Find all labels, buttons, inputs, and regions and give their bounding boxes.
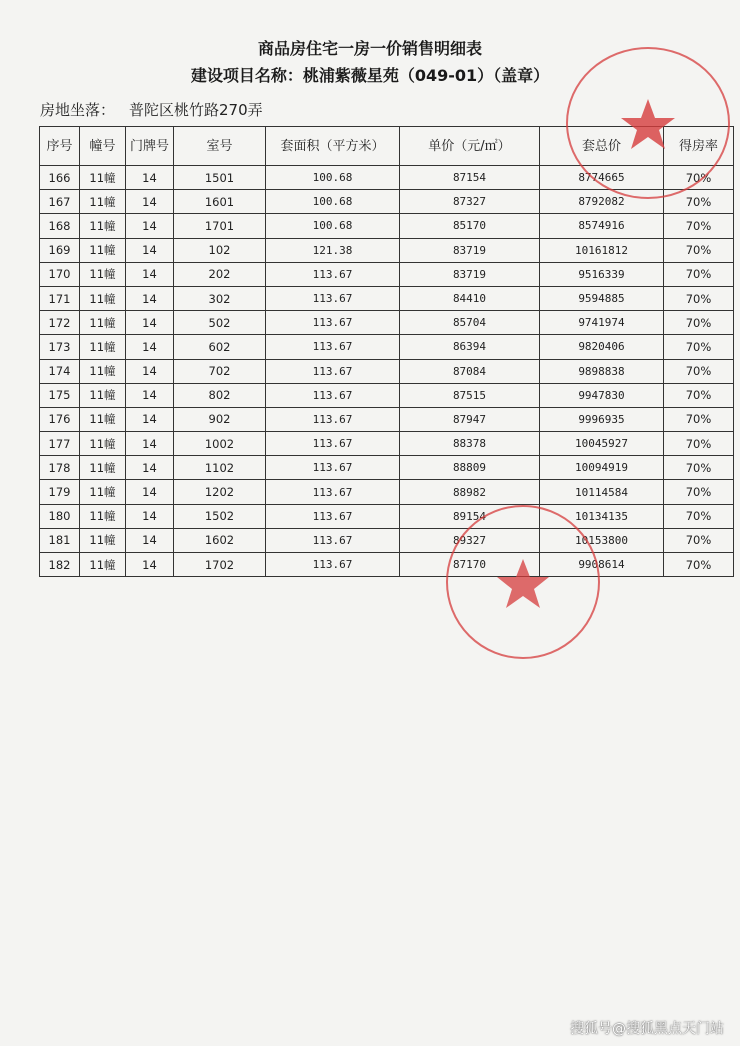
cell-area: 113.67 (266, 311, 400, 335)
cell-building: 11幢 (80, 262, 126, 286)
cell-unit-price: 86394 (400, 335, 540, 359)
cell-efficiency: 70% (664, 214, 734, 238)
cell-building: 11幢 (80, 238, 126, 262)
cell-building: 11幢 (80, 528, 126, 552)
cell-seq: 178 (40, 456, 80, 480)
cell-door: 14 (126, 238, 174, 262)
cell-efficiency: 70% (664, 166, 734, 190)
cell-area: 100.68 (266, 190, 400, 214)
cell-room: 302 (174, 286, 266, 310)
cell-total-price: 10153800 (540, 528, 664, 552)
watermark: 搜狐号@搜狐黑点天门站 (570, 1021, 724, 1037)
table-row (40, 480, 734, 504)
cell-seq: 167 (40, 190, 80, 214)
address-value: 普陀区桃竹路270弄 (129, 101, 263, 119)
cell-room: 802 (174, 383, 266, 407)
cell-building: 11幢 (80, 335, 126, 359)
cell-unit-price: 88982 (400, 480, 540, 504)
cell-room: 1002 (174, 432, 266, 456)
cell-efficiency: 70% (664, 311, 734, 335)
table-row (40, 238, 734, 262)
cell-door: 14 (126, 190, 174, 214)
cell-total-price: 9516339 (540, 262, 664, 286)
table-row (40, 383, 734, 407)
cell-seq: 182 (40, 553, 80, 577)
header-total-price: 套总价 (540, 127, 664, 166)
cell-seq: 179 (40, 480, 80, 504)
cell-area: 113.67 (266, 383, 400, 407)
cell-room: 1601 (174, 190, 266, 214)
cell-door: 14 (126, 407, 174, 431)
seal-star-icon (448, 507, 598, 657)
cell-total-price: 10045927 (540, 432, 664, 456)
cell-total-price: 9908614 (540, 553, 664, 577)
cell-seq: 172 (40, 311, 80, 335)
cell-unit-price: 87154 (400, 166, 540, 190)
cell-efficiency: 70% (664, 359, 734, 383)
table-row (40, 456, 734, 480)
cell-room: 1102 (174, 456, 266, 480)
cell-area: 100.68 (266, 166, 400, 190)
cell-seq: 171 (40, 286, 80, 310)
cell-room: 1501 (174, 166, 266, 190)
cell-building: 11幢 (80, 383, 126, 407)
cell-seq: 180 (40, 504, 80, 528)
cell-unit-price: 85704 (400, 311, 540, 335)
cell-building: 11幢 (80, 166, 126, 190)
table-row (40, 528, 734, 552)
cell-unit-price: 87947 (400, 407, 540, 431)
table-row (40, 311, 734, 335)
cell-seq: 166 (40, 166, 80, 190)
cell-total-price: 10114584 (540, 480, 664, 504)
cell-unit-price: 87170 (400, 553, 540, 577)
cell-area: 113.67 (266, 504, 400, 528)
cell-room: 1602 (174, 528, 266, 552)
table-row (40, 359, 734, 383)
cell-building: 11幢 (80, 456, 126, 480)
cell-seq: 177 (40, 432, 80, 456)
cell-building: 11幢 (80, 407, 126, 431)
cell-seq: 174 (40, 359, 80, 383)
cell-door: 14 (126, 432, 174, 456)
cell-efficiency: 70% (664, 383, 734, 407)
cell-seq: 176 (40, 407, 80, 431)
cell-area: 113.67 (266, 286, 400, 310)
cell-area: 113.67 (266, 456, 400, 480)
cell-total-price: 9820406 (540, 335, 664, 359)
cell-area: 113.67 (266, 359, 400, 383)
cell-room: 902 (174, 407, 266, 431)
government-seal (566, 47, 730, 199)
cell-area: 113.67 (266, 553, 400, 577)
property-address (40, 99, 263, 120)
cell-door: 14 (126, 456, 174, 480)
cell-area: 113.67 (266, 335, 400, 359)
cell-total-price: 10161812 (540, 238, 664, 262)
cell-room: 1701 (174, 214, 266, 238)
cell-room: 1202 (174, 480, 266, 504)
project-name: 建设项目名称：桃浦紫薇星苑（049-01）（盖章） (190, 66, 550, 85)
cell-seq: 181 (40, 528, 80, 552)
cell-efficiency: 70% (664, 456, 734, 480)
cell-seq: 168 (40, 214, 80, 238)
cell-unit-price: 89154 (400, 504, 540, 528)
cell-door: 14 (126, 286, 174, 310)
table-row (40, 214, 734, 238)
cell-efficiency: 70% (664, 190, 734, 214)
cell-total-price: 10134135 (540, 504, 664, 528)
cell-door: 14 (126, 504, 174, 528)
table-row (40, 407, 734, 431)
cell-unit-price: 83719 (400, 262, 540, 286)
cell-unit-price: 89327 (400, 528, 540, 552)
cell-room: 1702 (174, 553, 266, 577)
cell-door: 14 (126, 480, 174, 504)
cell-unit-price: 83719 (400, 238, 540, 262)
cell-area: 113.67 (266, 528, 400, 552)
cell-room: 102 (174, 238, 266, 262)
cell-unit-price: 88809 (400, 456, 540, 480)
cell-door: 14 (126, 553, 174, 577)
cell-seq: 169 (40, 238, 80, 262)
cell-door: 14 (126, 359, 174, 383)
cell-unit-price: 88378 (400, 432, 540, 456)
cell-total-price: 10094919 (540, 456, 664, 480)
cell-door: 14 (126, 214, 174, 238)
header-door: 门牌号 (126, 127, 174, 166)
cell-room: 602 (174, 335, 266, 359)
cell-unit-price: 84410 (400, 286, 540, 310)
header-area: 套面积（平方米） (266, 127, 400, 166)
cell-efficiency: 70% (664, 335, 734, 359)
cell-door: 14 (126, 383, 174, 407)
cell-building: 11幢 (80, 311, 126, 335)
cell-total-price: 9594885 (540, 286, 664, 310)
table-row (40, 335, 734, 359)
table-body (40, 166, 734, 577)
cell-efficiency: 70% (664, 480, 734, 504)
address-label: 房地坐落： (40, 101, 116, 119)
cell-building: 11幢 (80, 190, 126, 214)
cell-building: 11幢 (80, 359, 126, 383)
cell-total-price: 9996935 (540, 407, 664, 431)
cell-room: 1502 (174, 504, 266, 528)
table-row (40, 504, 734, 528)
cell-unit-price: 87515 (400, 383, 540, 407)
cell-building: 11幢 (80, 504, 126, 528)
cell-building: 11幢 (80, 432, 126, 456)
cell-area: 113.67 (266, 407, 400, 431)
cell-seq: 175 (40, 383, 80, 407)
cell-unit-price: 87327 (400, 190, 540, 214)
cell-unit-price: 85170 (400, 214, 540, 238)
header-unit-price: 单价（元/㎡） (400, 127, 540, 166)
cell-door: 14 (126, 528, 174, 552)
cell-efficiency: 70% (664, 528, 734, 552)
cell-door: 14 (126, 166, 174, 190)
table-row (40, 286, 734, 310)
cell-room: 502 (174, 311, 266, 335)
cell-unit-price: 87084 (400, 359, 540, 383)
cell-total-price: 9947830 (540, 383, 664, 407)
cell-building: 11幢 (80, 286, 126, 310)
table-row (40, 262, 734, 286)
header-seq: 序号 (40, 127, 80, 166)
table-row (40, 553, 734, 577)
cell-total-price: 9898838 (540, 359, 664, 383)
cell-area: 100.68 (266, 214, 400, 238)
cell-total-price: 8774665 (540, 166, 664, 190)
cell-area: 113.67 (266, 480, 400, 504)
header-building: 幢号 (80, 127, 126, 166)
cell-door: 14 (126, 262, 174, 286)
seal-star-icon (568, 49, 728, 197)
cell-efficiency: 70% (664, 238, 734, 262)
cell-area: 113.67 (266, 262, 400, 286)
cell-area: 121.38 (266, 238, 400, 262)
cell-efficiency: 70% (664, 286, 734, 310)
document-title: 商品房住宅一房一价销售明细表 (257, 39, 482, 58)
cell-efficiency: 70% (664, 407, 734, 431)
cell-building: 11幢 (80, 480, 126, 504)
cell-door: 14 (126, 311, 174, 335)
cell-building: 11幢 (80, 214, 126, 238)
cell-area: 113.67 (266, 432, 400, 456)
cell-room: 702 (174, 359, 266, 383)
cell-total-price: 8574916 (540, 214, 664, 238)
header-efficiency: 得房率 (664, 127, 734, 166)
cell-total-price: 8792082 (540, 190, 664, 214)
cell-efficiency: 70% (664, 504, 734, 528)
cell-room: 202 (174, 262, 266, 286)
cell-door: 14 (126, 335, 174, 359)
developer-seal (446, 505, 600, 659)
header-room: 室号 (174, 127, 266, 166)
cell-total-price: 9741974 (540, 311, 664, 335)
cell-efficiency: 70% (664, 553, 734, 577)
cell-seq: 170 (40, 262, 80, 286)
cell-efficiency: 70% (664, 262, 734, 286)
cell-efficiency: 70% (664, 432, 734, 456)
cell-building: 11幢 (80, 553, 126, 577)
cell-seq: 173 (40, 335, 80, 359)
table-row (40, 432, 734, 456)
